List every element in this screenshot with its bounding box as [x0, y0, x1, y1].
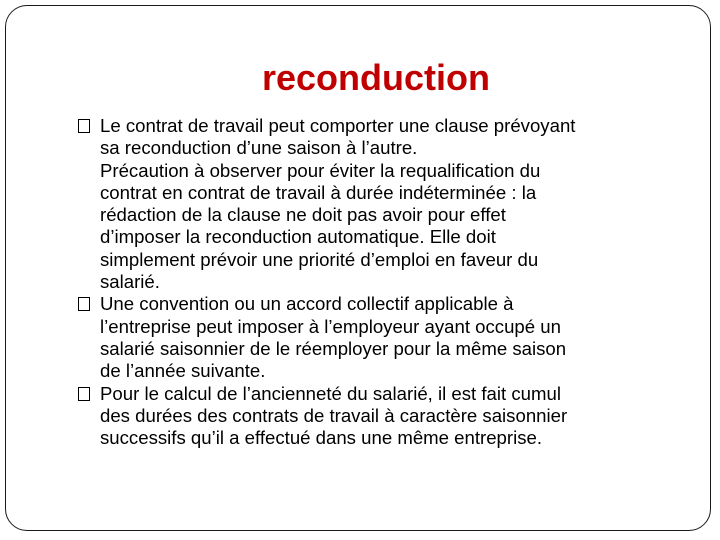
bullet-line: salarié. — [100, 271, 160, 293]
bullet-item — [78, 293, 678, 382]
bullet-line: sa reconduction d’une saison à l’autre. — [100, 137, 418, 159]
bullet-line: simplement prévoir une priorité d’emploi en faveur du — [100, 248, 539, 270]
bullet-line: d’imposer la reconduction automatique. Elle doit — [100, 226, 496, 248]
bullet-line: salarié saisonnier de le réemployer pour la même saison — [100, 337, 567, 359]
bullet-line: Une convention ou un accord collectif applicable à — [100, 293, 514, 315]
checkbox-bullet-icon — [78, 387, 90, 401]
slide-title: reconduction — [261, 57, 490, 98]
bullet-line: successifs qu’il a effectué dans une même entreprise. — [100, 427, 543, 449]
bullet-line: rédaction de la clause ne doit pas avoir pour effet — [100, 204, 506, 226]
checkbox-bullet-icon — [78, 297, 90, 311]
bullet-line: des durées des contrats de travail à caractère saisonnier — [100, 404, 568, 426]
bullet-line: Pour le calcul de l’ancienneté du salarié, il est fait cumul — [100, 382, 561, 404]
bullet-line: Précaution à observer pour éviter la requalification du — [100, 159, 541, 181]
bullet-line: l’entreprise peut imposer à l’employeur ayant occupé un — [100, 315, 561, 337]
bullet-line: de l’année suivante. — [100, 360, 266, 382]
bullet-line: Le contrat de travail peut comporter une clause prévoyant — [100, 115, 576, 136]
bullet-item — [78, 115, 678, 293]
slide-body — [78, 115, 678, 449]
checkbox-bullet-icon — [78, 119, 90, 133]
bullet-line: contrat en contrat de travail à durée indéterminée : la — [100, 181, 537, 203]
bullet-item — [78, 383, 678, 450]
